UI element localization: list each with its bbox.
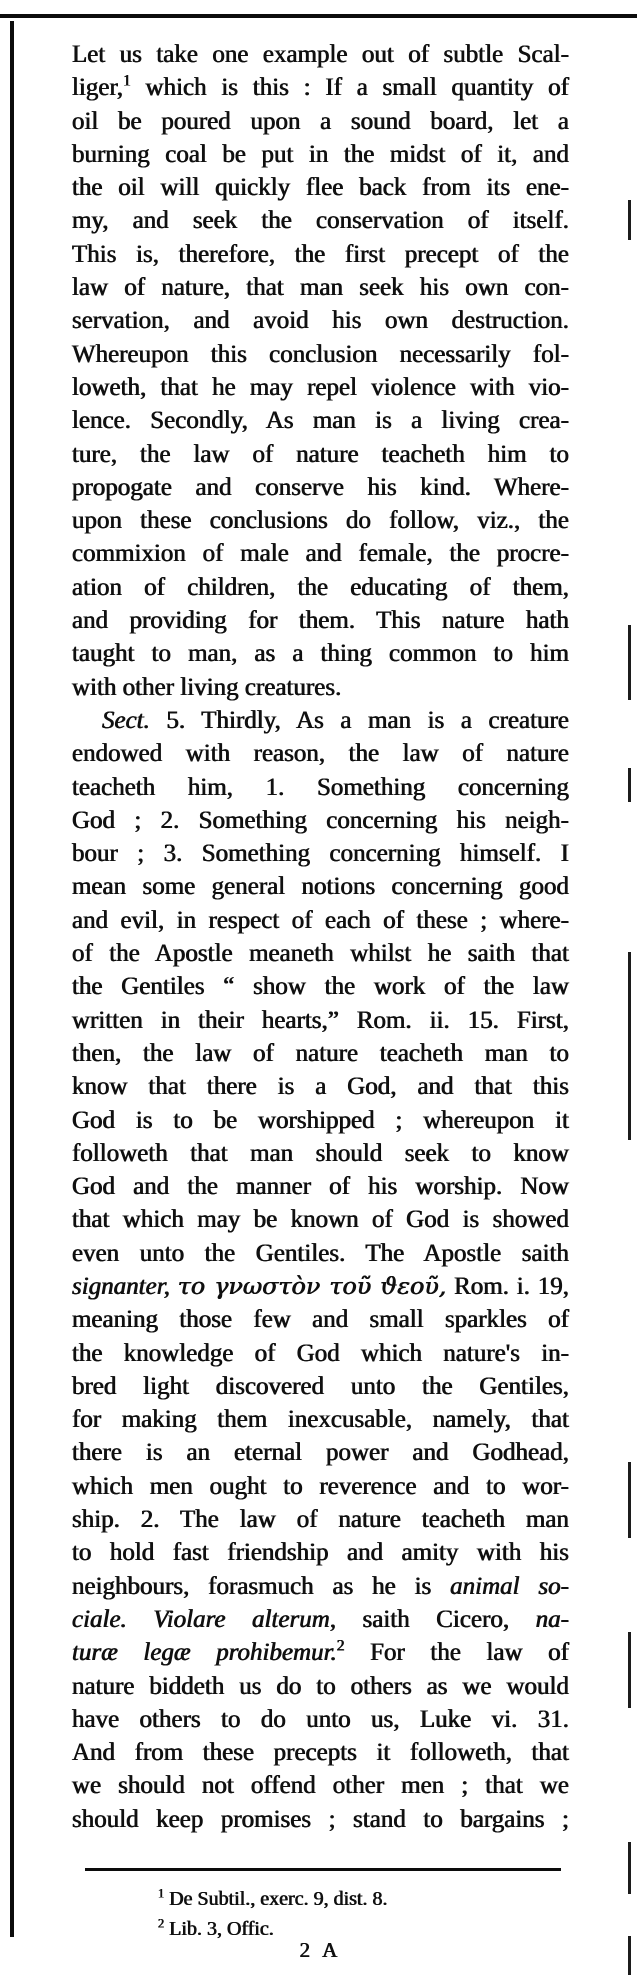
footnote-1-marker: 1 bbox=[158, 1886, 165, 1901]
right-edge-mark bbox=[628, 768, 631, 802]
text-line: know that there is a God, and that this bbox=[72, 1073, 569, 1101]
text-line: there is an eternal power and Godhead, bbox=[72, 1439, 569, 1467]
text-line: and evil, in respect of each of these ; where- bbox=[72, 906, 569, 934]
text-line: followeth that man should seek to know bbox=[72, 1139, 569, 1167]
text-line: ation of children, the educating of them, bbox=[72, 573, 569, 601]
text-line: that which may be known of God is showed bbox=[72, 1206, 569, 1234]
text-line: mean some general notions concerning good bbox=[72, 873, 569, 901]
footnote-2-text: Lib. 3, Offic. bbox=[164, 1918, 274, 1940]
text-line: God ; 2. Something concerning his neigh- bbox=[72, 806, 569, 834]
text-line: loweth, that he may repel violence with vio- bbox=[72, 373, 569, 401]
text-line: should keep promises ; stand to bargains ; bbox=[72, 1805, 569, 1833]
text-line: nature biddeth us do to others as we would bbox=[72, 1672, 569, 1700]
text-line: burning coal be put in the midst of it, and bbox=[72, 140, 569, 168]
right-edge-mark bbox=[628, 625, 631, 700]
text-line: servation, and avoid his own destruction. bbox=[72, 307, 569, 335]
text-line: lence. Secondly, As man is a living crea- bbox=[72, 407, 569, 435]
text-line: to hold fast friendship and amity with his bbox=[72, 1539, 569, 1567]
text-line: Let us take one example out of subtle Scal- bbox=[72, 41, 569, 68]
footnote-2-marker: 2 bbox=[158, 1916, 165, 1931]
text-line: and providing for them. This nature hath bbox=[72, 607, 569, 635]
footnote-reference: 1 bbox=[123, 72, 131, 90]
text-line: turæ legæ prohibemur.$^2$ For the law of bbox=[72, 1637, 569, 1667]
signature-mark: 2 A bbox=[299, 1938, 342, 1962]
text-line: my, and seek the conservation of itself. bbox=[72, 207, 569, 235]
paragraph bbox=[72, 38, 569, 704]
text-line: for making them inexcusable, namely, that bbox=[72, 1406, 569, 1434]
text-line: God is to be worshipped ; whereupon it bbox=[72, 1106, 569, 1134]
text-line: have others to do unto us, Luke vi. 31. bbox=[72, 1705, 569, 1733]
right-edge-mark bbox=[628, 200, 631, 240]
footnote-separator-rule bbox=[85, 1868, 561, 1871]
text-line: bour ; 3. Something concerning himself. I bbox=[72, 840, 569, 868]
paragraph bbox=[72, 704, 569, 1836]
text-line: And from these precepts it followeth, that bbox=[72, 1739, 569, 1767]
text-line: liger,$^1$ which is this : If a small quantity of bbox=[72, 72, 569, 102]
text-line: ciale. Violare alterum, saith Cicero, na- bbox=[72, 1605, 569, 1633]
text-line: signanter, το γνωστὸν τοῦ ϑεοῦ, Rom. i. 19, bbox=[72, 1271, 569, 1300]
text-line: ture, the law of nature teacheth him to bbox=[72, 440, 569, 468]
greek-phrase: το γνωστὸν τοῦ ϑεοῦ, bbox=[177, 1271, 447, 1300]
text-line: law of nature, that man seek his own con- bbox=[72, 274, 569, 302]
text-line: Sect. 5. Thirdly, As a man is a creature bbox=[102, 706, 569, 734]
right-edge-mark bbox=[628, 1936, 631, 1975]
text-line: the oil will quickly flee back from its ene- bbox=[72, 174, 569, 202]
footnotes-block bbox=[72, 1884, 569, 1944]
text-line: which men ought to reverence and to wor- bbox=[72, 1472, 569, 1500]
text-line: with other living creatures. bbox=[72, 673, 342, 701]
text-line: upon these conclusions do follow, viz., the bbox=[72, 507, 569, 535]
text-line: oil be poured upon a sound board, let a bbox=[72, 107, 569, 135]
text-line: teacheth him, 1. Something concerning bbox=[72, 773, 569, 801]
text-line: the Gentiles “ show the work of the law bbox=[72, 973, 569, 1001]
text-line: endowed with reason, the law of nature bbox=[72, 740, 569, 768]
text-line: written in their hearts,” Rom. ii. 15. First, bbox=[72, 1006, 569, 1034]
text-line: ship. 2. The law of nature teacheth man bbox=[72, 1506, 569, 1534]
top-border-rule bbox=[0, 14, 637, 18]
text-line: then, the law of nature teacheth man to bbox=[72, 1039, 569, 1067]
right-edge-mark bbox=[628, 1842, 631, 1894]
text-line: we should not offend other men ; that we bbox=[72, 1772, 569, 1800]
text-line: even unto the Gentiles. The Apostle saith bbox=[72, 1239, 569, 1267]
right-edge-mark bbox=[628, 952, 631, 1140]
text-line: meaning those few and small sparkles of bbox=[72, 1306, 569, 1334]
text-line: Whereupon this conclusion necessarily fol- bbox=[72, 340, 569, 368]
right-edge-mark bbox=[628, 1462, 631, 1538]
text-line: bred light discovered unto the Gentiles, bbox=[72, 1372, 569, 1400]
text-line: of the Apostle meaneth whilst he saith that bbox=[72, 940, 569, 968]
text-line: taught to man, as a thing common to him bbox=[72, 640, 569, 668]
text-line: commixion of male and female, the procre- bbox=[72, 540, 569, 568]
text-line: neighbours, forasmuch as he is animal so- bbox=[72, 1572, 569, 1600]
footnote-reference: 2 bbox=[336, 1637, 345, 1655]
body-text-column bbox=[72, 38, 569, 1836]
footnote-1-text: De Subtil., exerc. 9, dist. 8. bbox=[164, 1888, 388, 1910]
text-line: God and the manner of his worship. Now bbox=[72, 1173, 569, 1201]
text-line: the knowledge of God which nature's in- bbox=[72, 1339, 569, 1367]
text-line: This is, therefore, the first precept of the bbox=[72, 240, 569, 268]
footnote-1 bbox=[72, 1884, 569, 1914]
text-line: propogate and conserve his kind. Where- bbox=[72, 473, 569, 501]
right-edge-mark bbox=[628, 1632, 631, 1708]
left-border-rule bbox=[10, 21, 14, 1937]
